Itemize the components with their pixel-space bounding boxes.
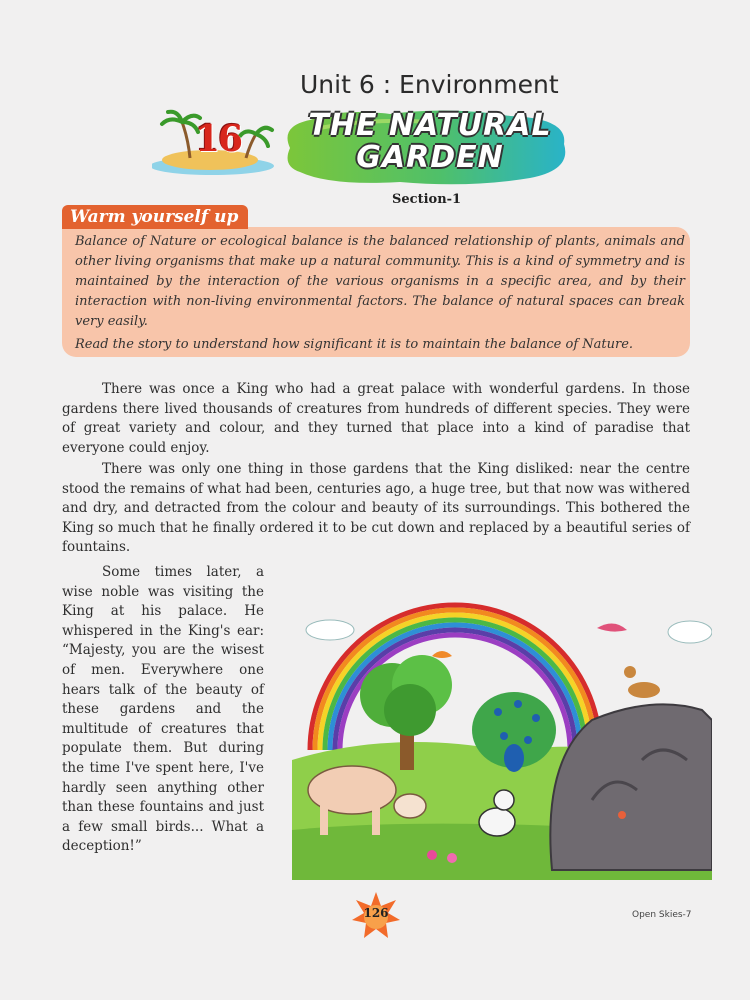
chapter-number: 16 [195,118,242,160]
story-paragraph: Some times later, a wise noble was visiting the King at his palace. He whispered in the King's ear: “Majesty, you are the wisest of men. Everywhere one hears talk of the beauty of these gardens and the multitude of creatures that populate them. But during the time I've spent here, I've hardly seen anything other than these fountains and just a few small birds... What a deception!” [62,564,264,855]
paragraph-text: There was once a King who had a great palace with wonderful gardens. In those gardens there lived thousands of creatures from hundreds of different species. They were of great variety and colour, and they turned that place into a kind of paradise that everyone could enjoy. [62,381,690,456]
chapter-title: THE NATURAL GARDEN [308,108,552,175]
warm-up-heading: Warm yourself up [62,205,248,229]
paragraph-text: There was only one thing in those gardens that the King disliked: near the centre stood the remains of what had been, centuries ago, a huge tree, but that now was withered and dry, and detracted from the colour and beauty of its surroundings. This bothered the King so much that he finally ordered it to be cut down and replaced by a beautiful series of fountains. [62,461,690,555]
unit-title: Unit 6 : Environment [300,70,559,99]
warm-up-text: Balance of Nature or ecological balance is the balanced relationship of plants, animals and other living organisms that make up a natural community. This is a kind of symmetry and is maintained by the interaction of the various organisms in a specific area, and by their interaction with non-living environmental factors. The balance of natural spaces can break very easily. [75,234,685,329]
garden-illustration [292,600,712,880]
story-paragraph [62,380,690,458]
book-name: Open Skies-7 [632,910,692,920]
section-label: Section-1 [392,192,462,207]
story-paragraph [62,460,690,558]
page-number: 126 [363,906,389,920]
warm-up-content [75,232,685,355]
warm-up-instruction: Read the story to understand how significant it is to maintain the balance of Nature. [75,337,634,352]
